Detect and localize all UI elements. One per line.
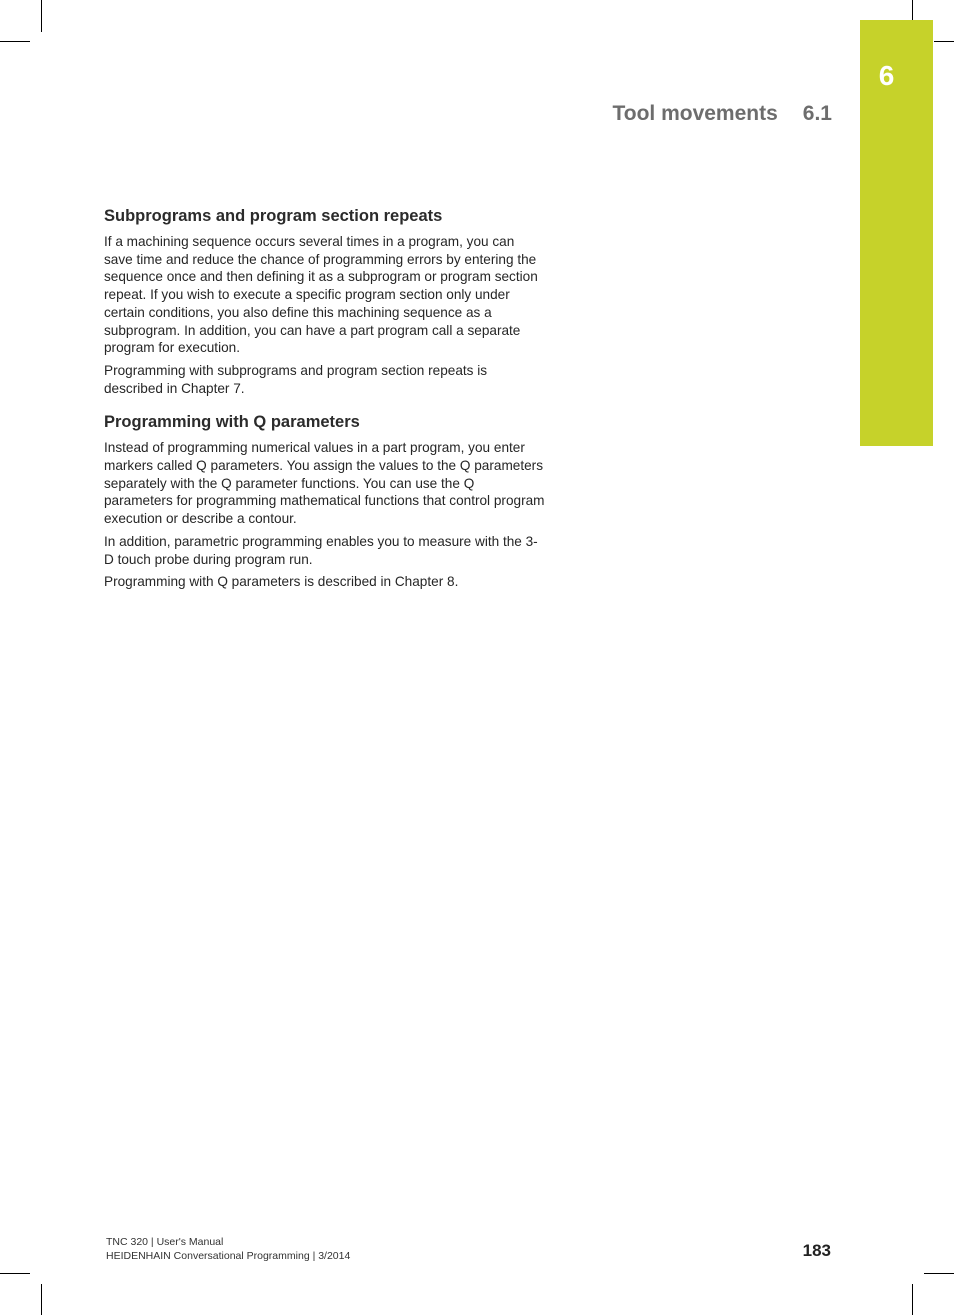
- section-q-parameters: [104, 411, 546, 591]
- footer-line: TNC 320 | User's Manual: [106, 1236, 224, 1248]
- crop-mark: [41, 1284, 42, 1315]
- footer-info: [106, 1235, 350, 1263]
- crop-mark: [0, 41, 30, 42]
- crop-mark: [934, 41, 954, 42]
- footer-line: HEIDENHAIN Conversational Programming | 3/2014: [106, 1250, 351, 1262]
- crop-mark: [912, 1284, 913, 1315]
- main-content: [104, 205, 546, 596]
- paragraph: In addition, parametric programming enables you to measure with the 3-D touch probe during program run.: [104, 533, 538, 567]
- running-header-title: Tool movements: [612, 102, 778, 125]
- section-heading: Programming with Q parameters: [104, 413, 360, 432]
- running-header: [612, 102, 832, 126]
- crop-mark: [924, 1273, 954, 1274]
- paragraph: Programming with subprograms and program section repeats is described in Chapter 7.: [104, 362, 488, 396]
- running-header-section-number: 6.1: [802, 102, 832, 125]
- paragraph: Instead of programming numerical values in a part program, you enter markers called Q parameters. You assign the values to the Q parameters separately with the Q parameter functions. You can use the Q parameters for programming mathematical functions that control program execution or describe a contour.: [104, 440, 545, 527]
- page-number: 183: [802, 1241, 831, 1260]
- paragraph: Programming with Q parameters is described in Chapter 8.: [104, 574, 459, 590]
- crop-mark: [0, 1273, 30, 1274]
- paragraph: If a machining sequence occurs several times in a program, you can save time and reduce the chance of programming errors by entering the sequence once and then defining it as a subprogram or program section repeat. If you wish to execute a specific program section only under certain conditions, you also define this machining sequence as a subprogram. In addition, you can have a part program call a separate program for execution.: [104, 234, 538, 356]
- section-heading: Subprograms and program section repeats: [104, 207, 443, 225]
- crop-mark: [912, 0, 913, 20]
- section-subprograms: [104, 205, 546, 397]
- chapter-tab: [860, 20, 933, 446]
- crop-mark: [41, 0, 42, 32]
- chapter-number: 6: [878, 60, 895, 91]
